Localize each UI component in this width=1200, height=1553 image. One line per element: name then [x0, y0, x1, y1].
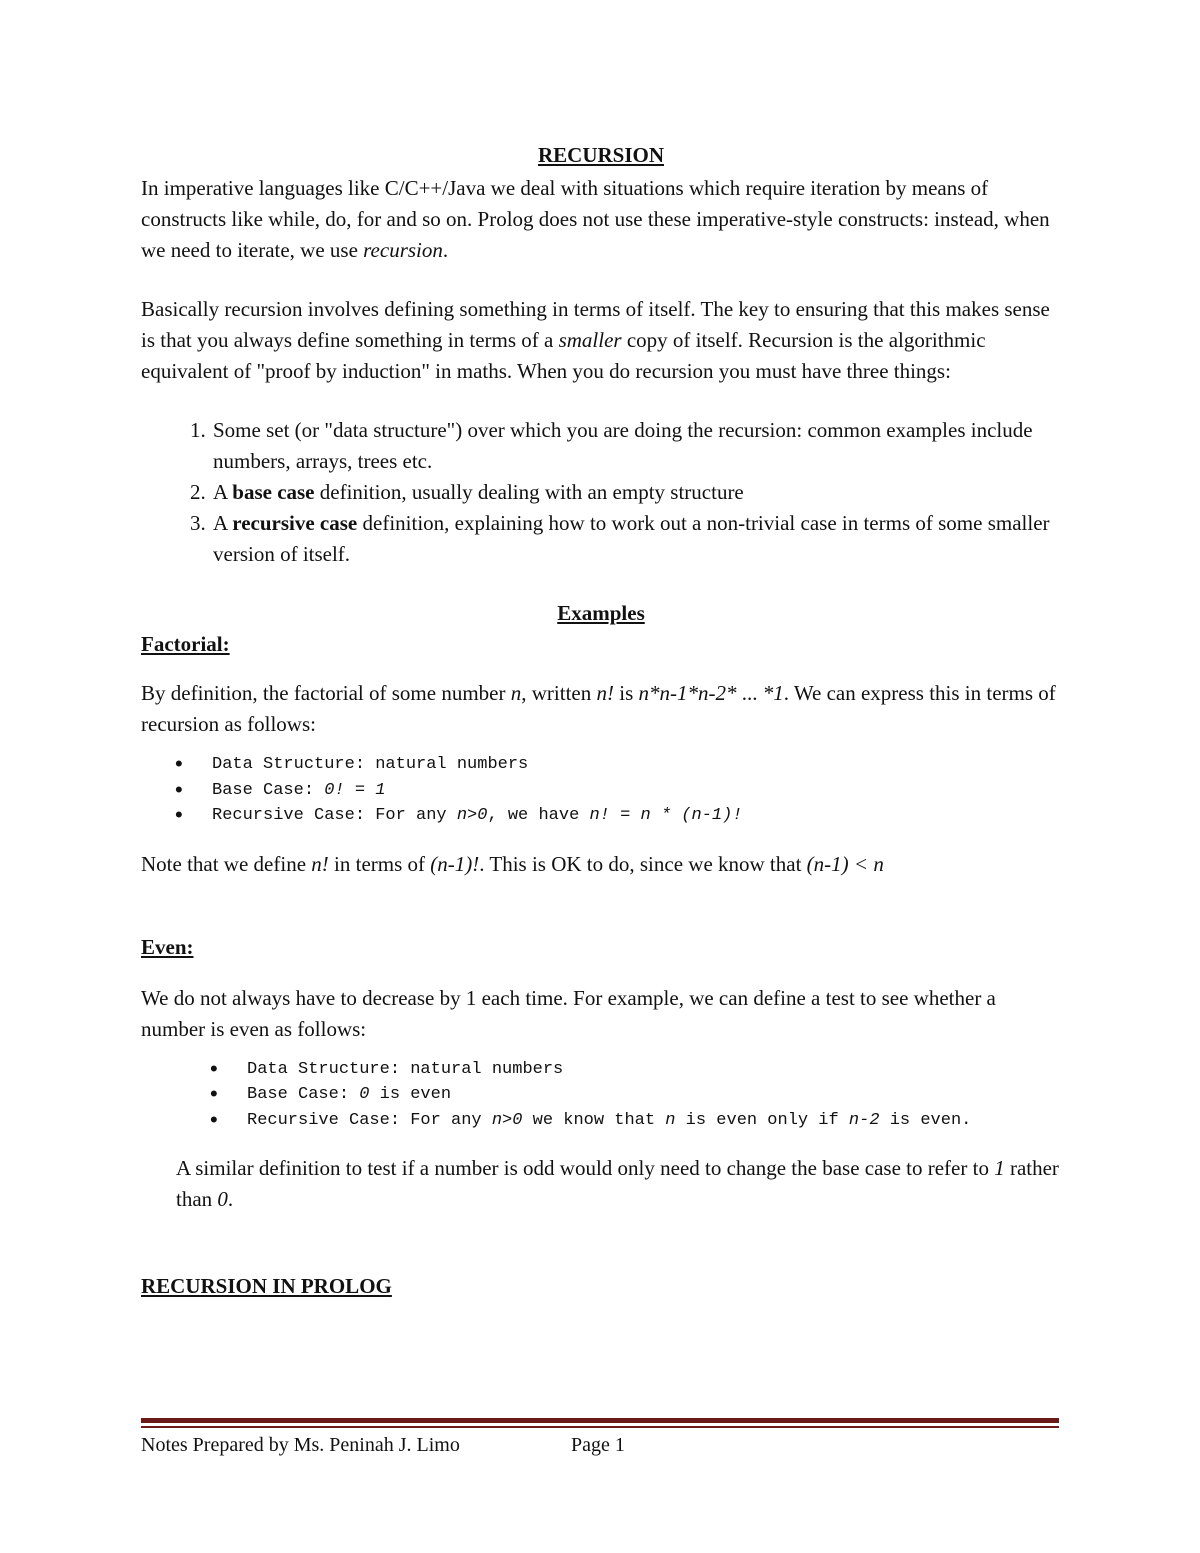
factorial-definition: By definition, the factorial of some number n, written n! is n*n-1*n-2* ... *1. We can express this in terms of recursion as follows: — [141, 681, 1056, 736]
list-item: • Data Structure: natural numbers — [247, 1057, 1061, 1083]
intro-paragraph: In imperative languages like C/C++/Java we deal with situations which require iteration by means of constructs like while, do, for and so on. Prolog does not use these imperative-style constructs: instead, when we need to iterate, we use recursion. — [141, 176, 1050, 262]
page-content — [141, 140, 1061, 1302]
even-bullets — [141, 1057, 1061, 1134]
footer-author: Notes Prepared by Ms. Peninah J. Limo — [141, 1434, 460, 1456]
footer-rule-thick — [141, 1418, 1059, 1423]
list-item: 2. A base case definition, usually dealing with an empty structure — [211, 477, 1061, 508]
odd-note: A similar definition to test if a number is odd would only need to change the base case to refer to 1 rather than 0. — [176, 1156, 1059, 1211]
list-item: 3. A recursive case definition, explaining how to work out a non-trivial case in terms of some smaller version of itself. — [211, 508, 1061, 570]
list-item: • Data Structure: natural numbers — [212, 752, 1061, 778]
list-item: • Base Case: 0 is even — [247, 1082, 1061, 1108]
page-title: RECURSION — [537, 143, 665, 167]
examples-heading: Examples — [557, 601, 645, 625]
footer-page-number: Page 1 — [571, 1434, 625, 1456]
factorial-note: Note that we define n! in terms of (n-1)!. This is OK to do, since we know that (n-1) < n — [141, 851, 884, 876]
factorial-heading: Factorial: — [141, 632, 230, 656]
even-heading: Even: — [141, 934, 194, 959]
list-item: • Recursive Case: For any n>0 we know that n is even only if n-2 is even. — [247, 1108, 1061, 1134]
list-item: • Base Case: 0! = 1 — [212, 778, 1061, 804]
requirements-list — [141, 415, 1061, 570]
list-item: 1. Some set (or "data structure") over which you are doing the recursion: common examples include numbers, arrays, trees etc. — [211, 415, 1061, 477]
recursion-paragraph: Basically recursion involves defining something in terms of itself. The key to ensuring that this makes sense is that you always define something in terms of a smaller copy of itself. Recursion is the algorithmic equivalent of "proof by induction" in maths. When you do recursion you must have three things: — [141, 297, 1050, 383]
page-footer — [141, 1431, 625, 1459]
factorial-bullets — [141, 752, 1061, 829]
even-intro: We do not always have to decrease by 1 each time. For example, we can define a test to see whether a number is even as follows: — [141, 985, 996, 1041]
list-item: • Recursive Case: For any n>0, we have n! = n * (n-1)! — [212, 803, 1061, 829]
footer-rule-thin — [141, 1426, 1059, 1428]
recursion-in-prolog-heading: RECURSION IN PROLOG — [141, 1274, 392, 1298]
